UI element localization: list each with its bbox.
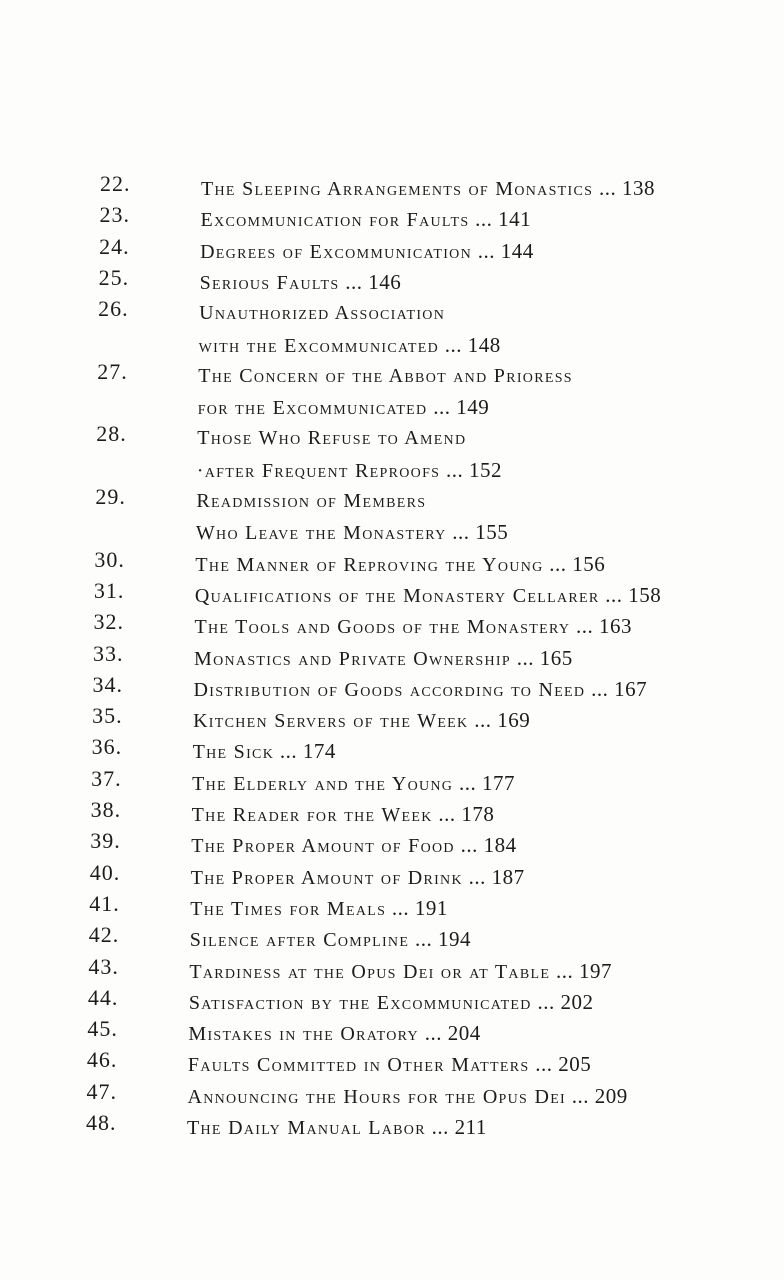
chapter-title-text: The Manner of Reproving the Young xyxy=(195,553,544,576)
chapter-title-line xyxy=(195,552,605,577)
chapter-number: 26. xyxy=(98,296,129,322)
page-number: ... 194 xyxy=(409,927,471,952)
chapter-title-line xyxy=(200,270,402,295)
chapter-title-line xyxy=(200,239,534,264)
chapter-title-text: The Daily Manual Labor xyxy=(187,1117,426,1139)
chapter-number: 42. xyxy=(88,922,120,948)
chapter-number: 47. xyxy=(86,1078,117,1104)
chapter-title-line xyxy=(198,364,573,388)
page-number: ... 191 xyxy=(386,895,448,920)
chapter-title-text: Readmission of Members xyxy=(196,490,427,512)
chapter-title-line xyxy=(196,489,426,513)
chapter-title-text: with the Excommunicated xyxy=(198,334,439,357)
chapter-title-line xyxy=(199,333,501,358)
chapter-title-text: Faults Committed in Other Matters xyxy=(187,1054,530,1077)
chapter-number: 33. xyxy=(93,640,124,666)
page-number: ... 141 xyxy=(469,207,532,232)
page-number: ... 184 xyxy=(454,833,517,858)
chapter-title-text: Kitchen Servers of the Week xyxy=(193,710,469,733)
chapter-title-text: The Proper Amount of Drink xyxy=(190,866,463,889)
chapter-title-line xyxy=(201,207,532,232)
chapter-title-text: The Times for Meals xyxy=(190,897,387,920)
chapter-title-line xyxy=(196,520,508,545)
page-number: ... 163 xyxy=(570,614,632,639)
chapter-number: 28. xyxy=(96,421,127,447)
chapter-title-text: The Sick xyxy=(192,741,275,764)
chapter-title-line xyxy=(197,458,502,483)
chapter-title-text: Who Leave the Monastery xyxy=(195,522,447,545)
page-number: ... 197 xyxy=(550,958,612,983)
chapter-title-text: ·after Frequent Reproofs xyxy=(196,459,441,482)
chapter-number: 35. xyxy=(92,703,123,729)
chapter-number: 45. xyxy=(87,1016,118,1042)
page-number: ... 174 xyxy=(274,739,336,764)
page-number: ... 178 xyxy=(432,802,495,826)
chapter-title-text: Degrees of Excommunication xyxy=(200,240,472,263)
page-number: ... 156 xyxy=(543,551,606,576)
chapter-number: 38. xyxy=(90,797,122,822)
chapter-number: 30. xyxy=(94,546,125,572)
chapter-number: 37. xyxy=(91,765,122,791)
chapter-title-text: Monastics and Private Ownership xyxy=(194,647,511,670)
chapter-title-line xyxy=(201,176,655,201)
chapter-number: 43. xyxy=(88,953,119,979)
page-number: ... 144 xyxy=(471,238,534,263)
chapter-title-line xyxy=(191,865,525,890)
chapter-number: 46. xyxy=(86,1047,118,1073)
page-number: ... 152 xyxy=(440,457,503,482)
chapter-title-line xyxy=(190,927,471,952)
chapter-title-text: The Reader for the Week xyxy=(191,804,433,826)
page-number: ... 155 xyxy=(446,520,509,545)
page-number: ... 205 xyxy=(529,1052,592,1077)
chapter-title-text: Unauthorized Association xyxy=(199,302,446,325)
chapter-title-line xyxy=(194,646,573,671)
chapter-number: 40. xyxy=(89,859,121,885)
page-number: ... 209 xyxy=(566,1083,628,1108)
page-number: ... 148 xyxy=(438,332,501,357)
page-number: ... 165 xyxy=(510,645,573,670)
page-number: ... 187 xyxy=(462,864,525,889)
chapter-title-text: Those Who Refuse to Amend xyxy=(197,427,467,450)
page-number: ... 138 xyxy=(593,176,655,200)
page-number: ... 146 xyxy=(339,269,402,294)
chapter-title-text: Announcing the Hours for the Opus Dei xyxy=(187,1085,567,1108)
chapter-title-line xyxy=(199,301,445,325)
chapter-number: 31. xyxy=(93,577,125,603)
chapter-title-text: The Sleeping Arrangements of Monastics xyxy=(201,178,594,200)
chapter-title-text: Mistakes in the Oratory xyxy=(188,1023,419,1046)
chapter-title-text: Silence after Compline xyxy=(189,929,410,952)
chapter-number: 22. xyxy=(100,171,131,196)
chapter-title-text: The Proper Amount of Food xyxy=(191,835,455,858)
chapter-number: 23. xyxy=(99,202,131,228)
chapter-number: 24. xyxy=(99,233,130,259)
chapter-title-text: Excommunication for Faults xyxy=(200,209,470,232)
chapter-title-text: Serious Faults xyxy=(199,271,340,294)
chapter-title-line xyxy=(187,1084,627,1109)
chapter-title-text: The Tools and Goods of the Monastery xyxy=(194,616,571,639)
chapter-number: 25. xyxy=(98,264,130,290)
chapter-number: 27. xyxy=(97,358,128,384)
chapter-title-text: The Concern of the Abbot and Prioress xyxy=(198,364,573,387)
chapter-title-line xyxy=(187,1115,487,1140)
chapter-number: 39. xyxy=(90,828,121,854)
page-number: ... 211 xyxy=(425,1115,487,1139)
page-number: ... 158 xyxy=(599,582,662,607)
chapter-title-line xyxy=(197,426,466,450)
chapter-number: 36. xyxy=(91,734,123,760)
chapter-title-text: Satisfaction by the Excommunicated xyxy=(188,991,532,1014)
chapter-number: 44. xyxy=(87,984,119,1010)
chapter-title-line xyxy=(188,1052,591,1077)
chapter-title-text: for the Excommunicated xyxy=(197,397,428,420)
page-number: ... 177 xyxy=(453,770,515,795)
chapter-number: 29. xyxy=(95,484,126,509)
chapter-title-line xyxy=(198,395,489,420)
chapter-title-line xyxy=(193,708,530,733)
chapter-number: 34. xyxy=(92,671,124,697)
chapter-title-line xyxy=(194,614,632,639)
chapter-number: 32. xyxy=(93,609,124,635)
chapter-title-text: Tardiness at the Opus Dei or at Table xyxy=(189,960,551,983)
chapter-title-line xyxy=(190,896,448,921)
page-number: ... 167 xyxy=(585,676,648,701)
page-number: ... 149 xyxy=(427,395,490,420)
chapter-number: 48. xyxy=(86,1110,117,1135)
chapter-title-text: The Elderly and the Young xyxy=(192,772,454,795)
page-number: ... 169 xyxy=(468,708,531,733)
chapter-title-line xyxy=(193,739,336,764)
chapter-title-line xyxy=(192,802,495,827)
chapter-title-line xyxy=(188,1021,480,1046)
chapter-title-line xyxy=(192,771,515,796)
chapter-title-line xyxy=(194,677,648,702)
chapter-title-line xyxy=(189,959,612,984)
chapter-title-line xyxy=(189,990,594,1015)
chapter-title-text: Distribution of Goods according to Need xyxy=(193,678,586,701)
chapter-title-line xyxy=(191,833,516,858)
page-number: ... 204 xyxy=(418,1021,481,1046)
chapter-number: 41. xyxy=(89,890,120,916)
page-number: ... 202 xyxy=(531,989,594,1014)
chapter-title-text: Qualifications of the Monastery Cellarer xyxy=(194,584,600,607)
chapter-title-line xyxy=(195,583,661,608)
